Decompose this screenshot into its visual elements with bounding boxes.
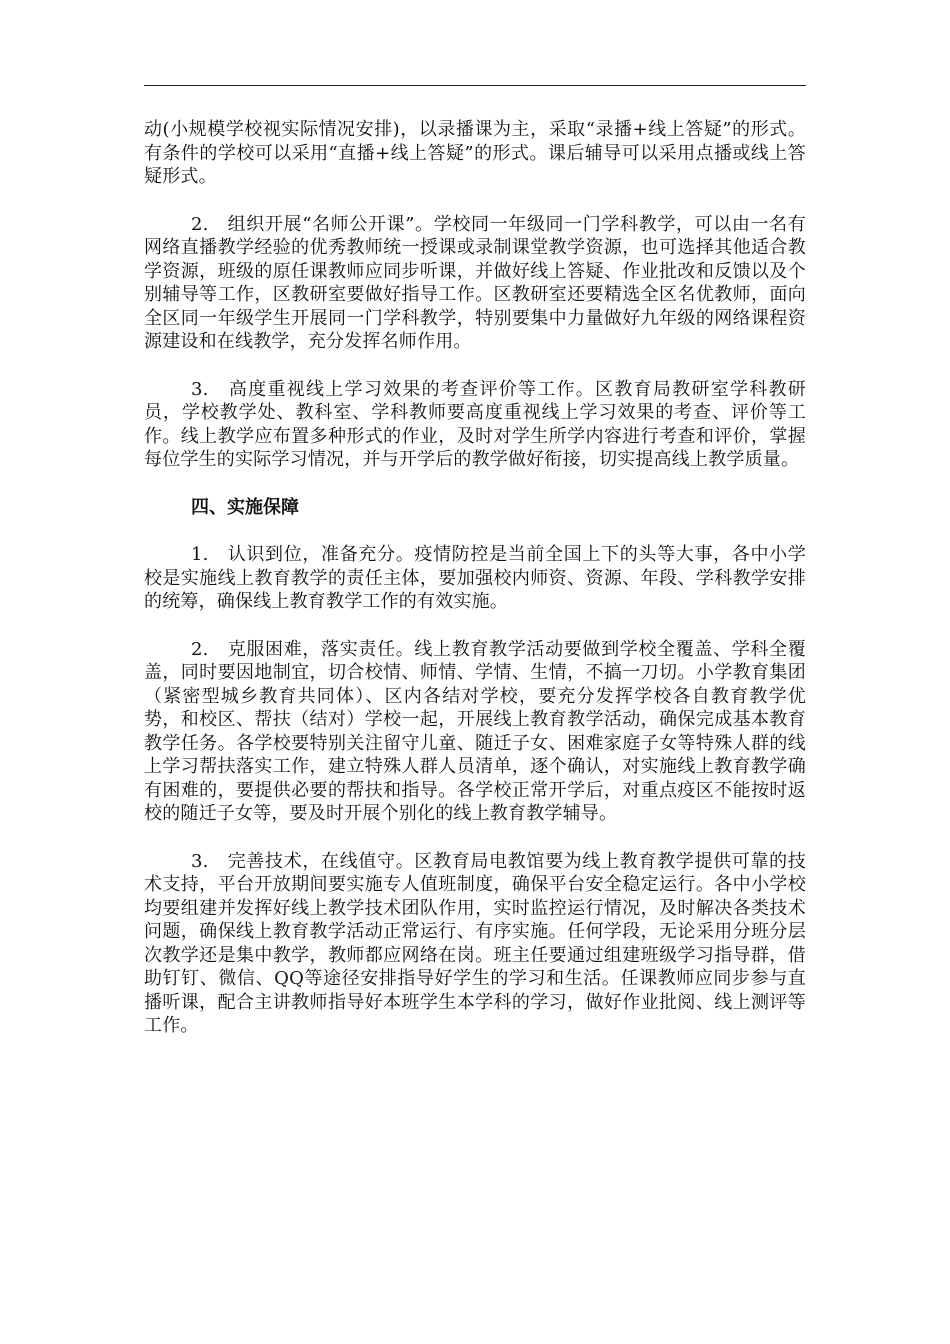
paragraph-item-2: 2. 组织开展“名师公开课”。学校同一年级同一门学科教学，可以由一名有网络直播教学经验的优秀教师统一授课或录制课堂教学资源，也可选择其他适合教学资源，班级的原任课教师应同步听课，并做好线上答疑、作业批改和反馈以及个别辅导等工作，区教研室要做好指导工作。区教研室还要精选全区名优教师，面向全区同一年级学生开展同一门学科教学，特别要集中力量做好九年级的网络课程资源建设和在线教学，充分发挥名师作用。 [144,213,806,352]
section-heading: 四、实施保障 [191,496,299,518]
section-paragraph-item-2: 2. 克服困难，落实责任。线上教育教学活动要做到学校全覆盖、学科全覆盖，同时要因地制宜，切合校情、师情、学情、生情，不搞一刀切。小学教育集团（紧密型城乡教育共同体）、区内各结对学校，要充分发挥学校各自教育教学优势，和校区、帮扶（结对）学校一起，开展线上教育教学活动，确保完成基本教育教学任务。各学校要特别关注留守儿童、随迁子女、困难家庭子女等特殊人群的线上学习帮扶落实工作，建立特殊人群人员清单，逐个确认，对实施线上教育教学确有困难的，要提供必要的帮扶和指导。各学校正常开学后，对重点疫区不能按时返校的随迁子女等，要及时开展个别化的线上教育教学辅导。 [144,638,806,824]
section-paragraph-item-3: 3. 完善技术，在线值守。区教育局电教馆要为线上教育教学提供可靠的技术支持，平台开放期间要实施专人值班制度，确保平台安全稳定运行。各中小学校均要组建并发挥好线上教学技术团队作用，实时监控运行情况，及时解决各类技术问题，确保线上教育教学活动正常运行、有序实施。任何学段，无论采用分班分层次教学还是集中教学，教师都应网络在岗。班主任要通过组建班级学习指导群，借助钉钉、微信、QQ等途径安排指导好学生的学习和生活。任课教师应同步参与直播听课，配合主讲教师指导好本班学生本学科的学习，做好作业批阅、线上测评等工作。 [144,850,806,1036]
paragraph-item-3: 3. 高度重视线上学习效果的考查评价等工作。区教育局教研室学科教研员，学校教学处、教科室、学科教师要高度重视线上学习效果的考查、评价等工作。线上教学应布置多种形式的作业，及时对学生所学内容进行考查和评价，掌握每位学生的实际学习情况，并与开学后的教学做好衔接，切实提高线上教学质量。 [144,378,806,470]
paragraph-continued: 动(小规模学校视实际情况安排)，以录播课为主，采取“录播+线上答疑”的形式。有条件的学校可以采用“直播+线上答疑”的形式。课后辅导可以采用点播或线上答疑形式。 [144,119,806,187]
section-paragraph-item-1: 1. 认识到位，准备充分。疫情防控是当前全国上下的头等大事，各中小学校是实施线上教育教学的责任主体，要加强校内师资、资源、年段、学科教学安排的统筹，确保线上教育教学工作的有效实施。 [144,544,806,612]
header-rule [144,85,806,86]
document-body [144,118,806,1038]
